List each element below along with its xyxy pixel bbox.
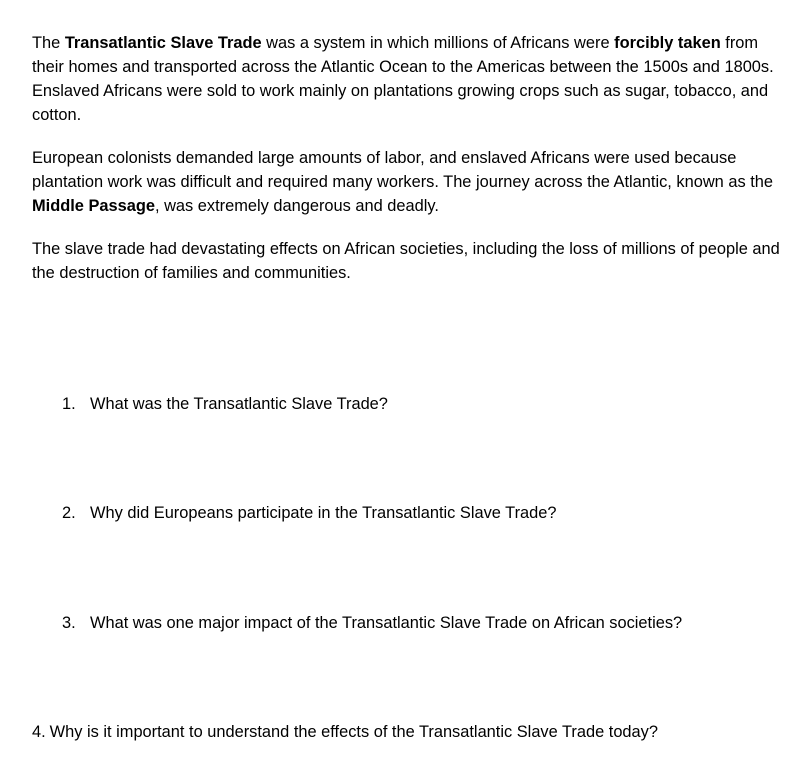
question-text: What was one major impact of the Transatlantic Slave Trade on African societies? bbox=[90, 614, 683, 632]
para-3-seg-0: The slave trade had devastating effects on African societies, including the loss of millions of people and the destruction of families and communities. bbox=[32, 240, 780, 282]
para-1-seg-2: was a system in which millions of Africans were bbox=[261, 34, 615, 52]
term-middle-passage: Middle Passage bbox=[32, 197, 155, 215]
question-text: Why did Europeans participate in the Transatlantic Slave Trade? bbox=[90, 504, 557, 522]
para-1-seg-4: from their homes and transported across the Atlantic Ocean to the Americas between the 1500s and 1800s. Enslaved Africans were sold to work mainly on plantations growing crops such as sugar, tobacco, and cotton. bbox=[32, 34, 774, 124]
labor-paragraph bbox=[32, 146, 792, 218]
term-forcibly-taken: forcibly taken bbox=[614, 34, 721, 52]
question-4 bbox=[32, 720, 658, 744]
question-text: What was the Transatlantic Slave Trade? bbox=[90, 395, 388, 413]
question-number: 4. bbox=[32, 723, 46, 741]
question-number: 3. bbox=[62, 614, 76, 632]
para-2-seg-0: European colonists demanded large amounts of labor, and enslaved Africans were used because plantation work was difficult and required many workers. The journey across the Atlantic, known as the bbox=[32, 149, 773, 191]
question-text: Why is it important to understand the effects of the Transatlantic Slave Trade today? bbox=[49, 723, 658, 741]
question-number: 1. bbox=[62, 395, 76, 413]
para-2-seg-2: , was extremely dangerous and deadly. bbox=[154, 197, 439, 215]
para-1-seg-0: The bbox=[32, 34, 65, 52]
question-2 bbox=[62, 501, 556, 525]
effects-paragraph bbox=[32, 237, 792, 285]
term-transatlantic-slave-trade: Transatlantic Slave Trade bbox=[64, 34, 262, 52]
intro-paragraph bbox=[32, 31, 792, 127]
question-1 bbox=[62, 392, 388, 416]
question-number: 2. bbox=[62, 504, 76, 522]
question-3 bbox=[62, 611, 682, 635]
